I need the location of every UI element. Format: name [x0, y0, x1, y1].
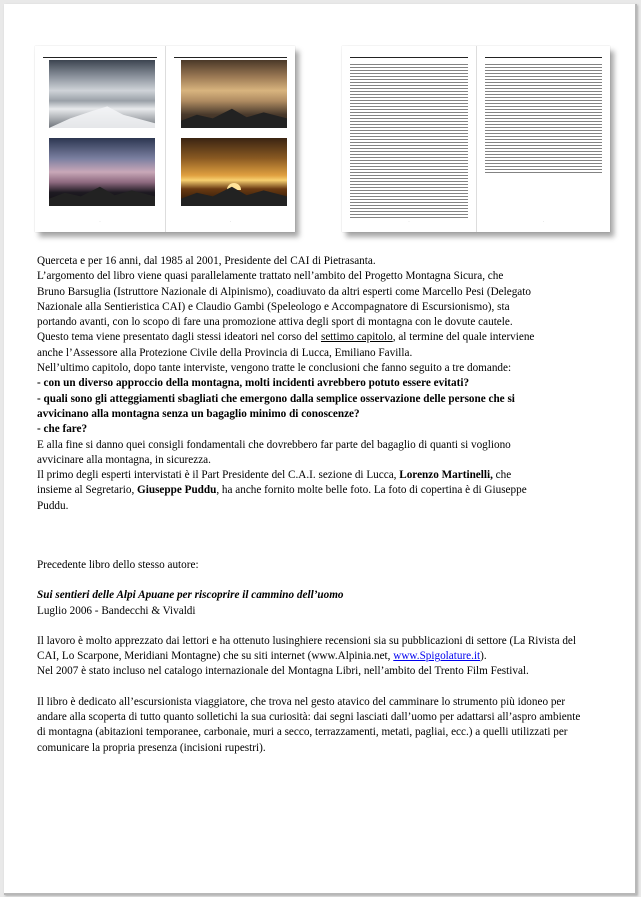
- previous-heading: Precedente libro dello stesso autore:: [37, 559, 199, 571]
- intro-line: Bruno Barsuglia (Istruttore Nazionale di Alpinismo), coadiuvato da altri esperti come Marcello Pesi (Delegato: [37, 285, 531, 298]
- intro-line: Questo tema viene presentato dagli stessi ideatori nel corso del settimo capitolo, al termine del quale interviene: [37, 331, 535, 344]
- intro-line: Nazionale alla Sentieristica CAI) e Claudio Gambi (Speleologo e Accompagnatore di Escursionismo), sta: [37, 300, 510, 313]
- dusk-mountains-photo: [49, 138, 155, 206]
- question-3: - che fare?: [37, 423, 88, 436]
- seventh-chapter-underline: settimo capitolo: [320, 331, 393, 344]
- question-1: - con un diverso approccio della montagna, molti incidenti avrebbero potuto essere evitati?: [37, 377, 470, 390]
- review-line: CAI, Lo Scarpone, Meridiani Montagne) che su siti internet (www.Alpinia.net, www.Spigolature.it).: [37, 650, 487, 663]
- dedication-line: comunicare la propria presenza (incisioni rupestri).: [37, 741, 266, 754]
- intro-line: Querceta e per 16 anni, dal 1985 al 2001, Presidente del CAI di Pietrasanta.: [37, 255, 376, 267]
- spread-page-left: ·: [35, 46, 166, 232]
- text-spread-page-right: ·: [477, 46, 610, 232]
- question-2: - quali sono gli atteggiamenti sbagliati che emergono dalla semplice osservazione delle persone che si: [37, 392, 515, 405]
- previous-book-section: [37, 558, 625, 756]
- spigolature-link[interactable]: www.Spigolature.it: [393, 650, 481, 663]
- intro-line: avvicinare alla montagna, in sicurezza.: [37, 453, 211, 466]
- dedication-line: Il libro è dedicato all’escursionista viaggiatore, che trova nel gesto atavico del camminare lo strumento più idoneo per: [37, 695, 566, 708]
- intro-line: Il primo degli esperti intervistati è il Part Presidente del C.A.I. sezione di Lucca, Lorenzo Martinelli, che: [37, 469, 512, 482]
- question-2-cont: avvicinano alla montagna senza un bagaglio minimo di conoscenze?: [37, 407, 360, 420]
- dedication-line: andare alla scoperta di tutto quanto solletichi la sua curiosità: dai segni lasciati dall’uomo per adattarsi all’aspro ambiente: [37, 711, 581, 724]
- previous-book-info: Luglio 2006 - Bandecchi & Vivaldi: [37, 604, 196, 617]
- text-block: [485, 64, 602, 174]
- document-page: [4, 4, 637, 895]
- intro-line: insieme al Segretario, Giuseppe Puddu, ha anche fornito molte belle foto. La foto di copertina è di Giuseppe: [37, 484, 527, 497]
- puddu-name: Giuseppe Puddu: [137, 484, 217, 497]
- text-spread: [342, 46, 610, 232]
- intro-line: anche l’Assessore alla Protezione Civile della Provincia di Lucca, Emiliano Favilla.: [37, 346, 413, 359]
- snowy-peak-photo: [49, 60, 155, 128]
- photo-spread: [35, 46, 295, 232]
- intro-line: E alla fine si danno quei consigli fondamentali che dovrebbero far parte del bagaglio di quanti si vogliono: [37, 438, 511, 451]
- martinelli-name: Lorenzo Martinelli,: [399, 469, 493, 482]
- intro-line: Puddu.: [37, 499, 69, 512]
- previous-book-title: Sui sentieri delle Alpi Apuane per riscoprire il cammino dell’uomo: [37, 589, 344, 602]
- spread-page-right: ·: [166, 46, 295, 232]
- intro-line: Nell’ultimo capitolo, dopo tante interviste, vengono tratte le conclusioni che fanno seguito a tre domande:: [37, 362, 512, 375]
- intro-text: [37, 254, 625, 514]
- misty-ridge-photo: [181, 60, 287, 128]
- dedication-line: di montagna (abitazioni temporanee, carbonaie, muri a secco, terrazzamenti, metati, pagliai, ecc.) a quelli utilizzati per: [37, 726, 568, 739]
- intro-line: portando avanti, con lo scopo di fare una promozione attiva degli sport di montagna con le dovute cautele.: [37, 316, 513, 329]
- review-line: Il lavoro è molto apprezzato dai lettori e ha ottenuto lusinghiere recensioni sia su pubblicazioni di settore (La Rivista del: [37, 634, 577, 647]
- sunset-photo: [181, 138, 287, 206]
- intro-line: L’argomento del libro viene quasi parallelamente trattato nell’ambito del Progetto Montagna Sicura, che: [37, 270, 504, 283]
- review-line: Nel 2007 è stato incluso nel catalogo internazionale del Montagna Libri, nell’ambito del Trento Film Festival.: [37, 665, 529, 678]
- text-spread-page-left: ·: [342, 46, 477, 232]
- text-block: [350, 64, 468, 218]
